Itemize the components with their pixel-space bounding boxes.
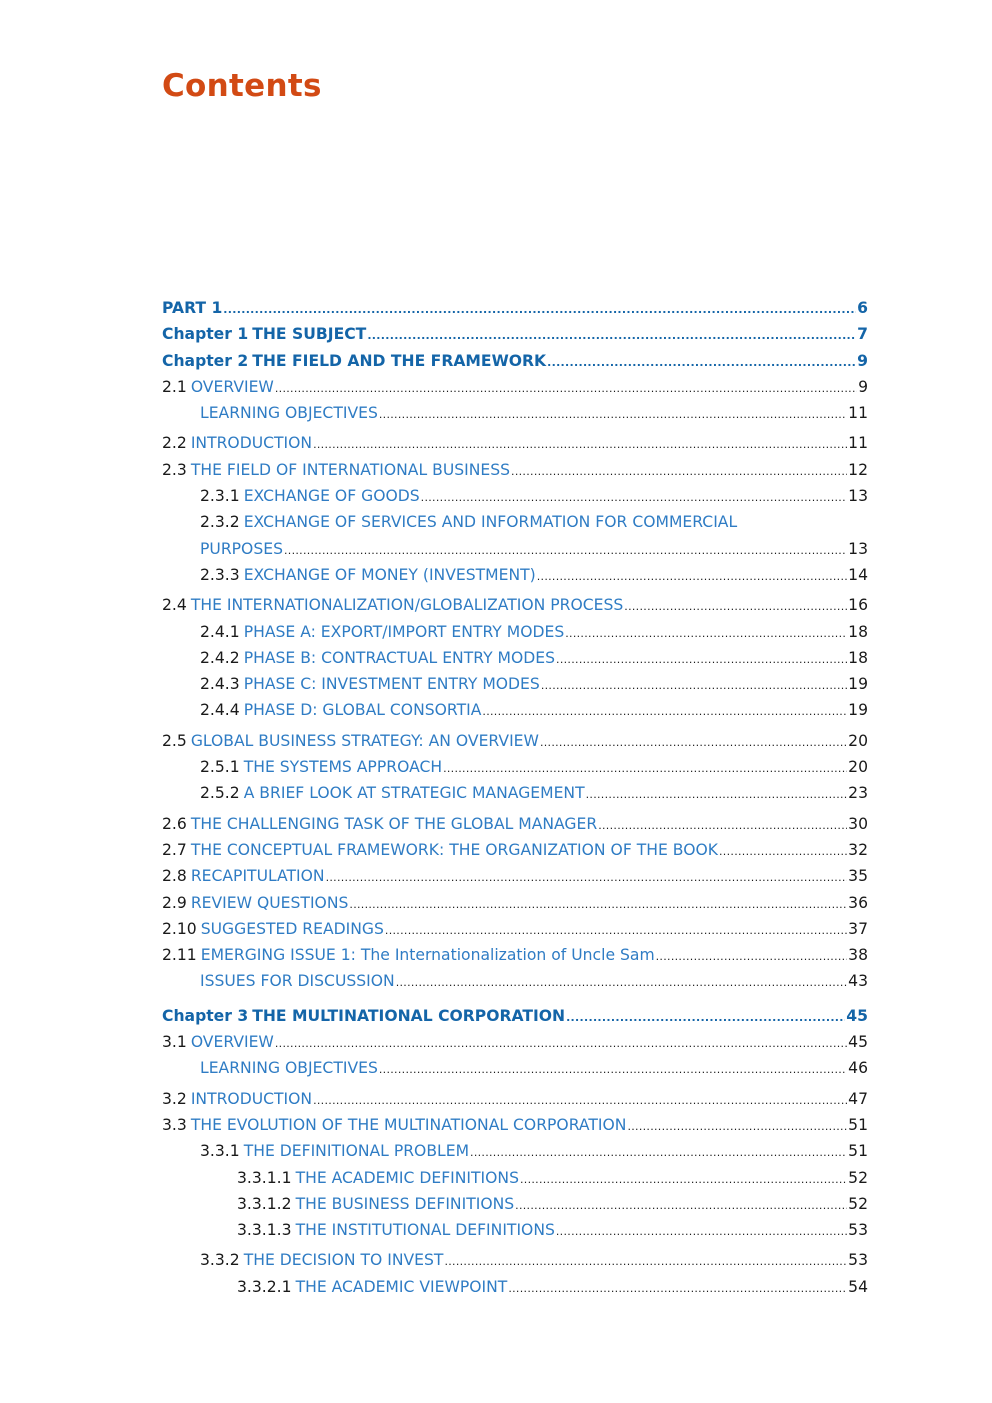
toc-dot-leader — [482, 701, 847, 719]
toc-entry[interactable] — [162, 1278, 868, 1304]
toc-dot-leader — [326, 867, 848, 885]
toc-entry[interactable] — [162, 596, 868, 622]
toc-entry-title: PHASE A: EXPORT/IMPORT ENTRY MODES — [243, 622, 565, 641]
table-of-contents — [162, 299, 868, 1304]
toc-entry-page: 20 — [848, 731, 868, 750]
toc-entry-number: 2.6 — [162, 814, 187, 833]
page-title: Contents — [162, 68, 322, 104]
toc-dot-leader — [379, 404, 847, 422]
toc-entry-page: 16 — [848, 596, 868, 615]
toc-entry-title: THE EVOLUTION OF THE MULTINATIONAL CORPORATION — [190, 1115, 627, 1134]
toc-entry[interactable] — [162, 378, 868, 404]
toc-entry[interactable] — [162, 675, 868, 701]
toc-entry-number: 2.3.1 — [200, 487, 240, 506]
toc-entry[interactable] — [162, 894, 868, 920]
toc-entry-title: THE ACADEMIC VIEWPOINT — [295, 1277, 508, 1296]
toc-entry-page: 13 — [848, 487, 868, 506]
toc-entry[interactable] — [162, 513, 868, 539]
toc-dot-leader — [627, 1116, 847, 1134]
toc-entry-title: INTRODUCTION — [190, 1089, 313, 1108]
toc-dot-leader — [313, 1090, 847, 1108]
toc-dot-leader — [284, 540, 847, 558]
toc-entry-title-continued: PURPOSES — [200, 539, 283, 558]
toc-entry-page: 7 — [857, 325, 868, 344]
toc-entry[interactable] — [162, 1090, 868, 1116]
toc-entry-page: 53 — [848, 1251, 868, 1270]
toc-entry-title: EXCHANGE OF MONEY (INVESTMENT) — [243, 565, 536, 584]
toc-entry[interactable] — [162, 487, 868, 513]
toc-entry[interactable] — [162, 299, 868, 325]
toc-entry[interactable] — [162, 946, 868, 972]
toc-dot-leader — [223, 299, 856, 317]
toc-entry-title: EMERGING ISSUE 1: The Internationalization of Uncle Sam — [200, 946, 655, 965]
toc-entry-page: 38 — [848, 946, 868, 965]
toc-entry-page: 45 — [846, 1006, 868, 1025]
toc-entry[interactable] — [162, 325, 868, 351]
toc-dot-leader — [444, 1251, 847, 1269]
toc-entry-number: 3.3.1.2 — [237, 1194, 292, 1213]
toc-entry[interactable] — [162, 701, 868, 727]
toc-entry-page: 11 — [848, 404, 868, 423]
toc-entry-number: 2.5.1 — [200, 758, 240, 777]
toc-entry-number: 3.3.1 — [200, 1142, 240, 1161]
toc-dot-leader — [540, 732, 847, 750]
toc-entry[interactable] — [162, 920, 868, 946]
toc-dot-leader — [556, 649, 847, 667]
toc-entry-title: THE INSTITUTIONAL DEFINITIONS — [295, 1221, 555, 1240]
toc-entry-page: 19 — [848, 675, 868, 694]
toc-entry[interactable] — [162, 841, 868, 867]
toc-entry[interactable] — [162, 1142, 868, 1168]
toc-entry[interactable] — [162, 1007, 868, 1033]
toc-entry[interactable] — [162, 434, 868, 460]
toc-entry-title: THE CONCEPTUAL FRAMEWORK: THE ORGANIZATION OF THE BOOK — [190, 840, 719, 859]
toc-entry-number: 2.4.1 — [200, 622, 240, 641]
toc-entry-page: 9 — [858, 377, 868, 396]
toc-entry-title: PART 1 — [162, 299, 223, 317]
toc-entry-number: 2.11 — [162, 946, 197, 965]
toc-entry-page: 53 — [848, 1221, 868, 1240]
toc-entry-number: 2.10 — [162, 919, 197, 938]
toc-dot-leader — [719, 841, 847, 859]
toc-entry-page: 11 — [848, 434, 868, 453]
toc-entry-page: 45 — [848, 1033, 868, 1052]
toc-entry-number: 3.1 — [162, 1033, 187, 1052]
toc-entry-title: THE DEFINITIONAL PROBLEM — [243, 1142, 470, 1161]
toc-entry-page: 9 — [857, 351, 868, 370]
toc-entry[interactable] — [162, 758, 868, 784]
toc-entry-number: 3.3.2 — [200, 1251, 240, 1270]
toc-dot-leader — [656, 946, 848, 964]
toc-entry-page: 12 — [848, 460, 868, 479]
toc-entry-title: THE SYSTEMS APPROACH — [243, 758, 443, 777]
toc-dot-leader — [470, 1142, 847, 1160]
toc-entry[interactable] — [162, 566, 868, 592]
toc-entry-title: THE DECISION TO INVEST — [243, 1251, 444, 1270]
toc-entry[interactable] — [162, 1251, 868, 1277]
toc-dot-leader — [520, 1169, 847, 1187]
toc-dot-leader — [275, 1033, 847, 1051]
toc-entry-page: 54 — [848, 1277, 868, 1296]
toc-dot-leader — [511, 461, 847, 479]
toc-entry-page: 6 — [857, 299, 868, 317]
toc-entry-page: 52 — [848, 1194, 868, 1213]
toc-dot-leader — [275, 378, 857, 396]
toc-entry-page: 37 — [848, 919, 868, 938]
toc-dot-leader — [515, 1195, 847, 1213]
toc-entry-number: 3.3.1.3 — [237, 1221, 292, 1240]
toc-entry-title: LEARNING OBJECTIVES — [200, 404, 378, 423]
toc-entry-title: EXCHANGE OF SERVICES AND INFORMATION FOR COMMERCIAL — [243, 513, 738, 532]
toc-dot-leader — [598, 815, 847, 833]
toc-entry-page: 43 — [848, 972, 868, 991]
toc-entry-number: Chapter 2 — [162, 351, 249, 370]
toc-entry[interactable] — [162, 1195, 868, 1221]
toc-entry-page: 52 — [848, 1168, 868, 1187]
toc-dot-leader — [624, 596, 847, 614]
toc-entry-title: INTRODUCTION — [190, 434, 313, 453]
toc-entry[interactable] — [162, 867, 868, 893]
toc-entry-title: GLOBAL BUSINESS STRATEGY: AN OVERVIEW — [190, 731, 539, 750]
toc-entry-title: PHASE D: GLOBAL CONSORTIA — [243, 701, 482, 720]
toc-entry-title: THE FIELD OF INTERNATIONAL BUSINESS — [190, 460, 511, 479]
toc-entry-page: 35 — [848, 867, 868, 886]
toc-dot-leader — [443, 758, 847, 776]
toc-entry-number: 2.1 — [162, 377, 187, 396]
toc-entry-number: 2.4.3 — [200, 675, 240, 694]
toc-entry-number: 3.3.1.1 — [237, 1168, 292, 1187]
toc-entry[interactable] — [162, 1059, 868, 1085]
toc-entry-page: 18 — [848, 648, 868, 667]
toc-entry-number: 2.5 — [162, 731, 187, 750]
toc-entry-title: THE BUSINESS DEFINITIONS — [295, 1194, 515, 1213]
toc-entry-number: 2.4.2 — [200, 648, 240, 667]
toc-entry-title: THE INTERNATIONALIZATION/GLOBALIZATION PROCESS — [190, 596, 624, 615]
toc-entry[interactable] — [162, 649, 868, 675]
toc-dot-leader — [541, 675, 847, 693]
toc-entry-page: 13 — [848, 539, 868, 558]
toc-entry[interactable] — [162, 732, 868, 758]
toc-dot-leader — [586, 784, 848, 802]
toc-dot-leader — [566, 1007, 845, 1025]
toc-entry-title: THE CHALLENGING TASK OF THE GLOBAL MANAGER — [190, 814, 598, 833]
toc-entry-title: SUGGESTED READINGS — [200, 919, 384, 938]
toc-entry-page: 51 — [848, 1115, 868, 1134]
toc-entry-title: PHASE C: INVESTMENT ENTRY MODES — [243, 675, 540, 694]
toc-entry-number: 2.7 — [162, 840, 187, 859]
toc-entry-title: EXCHANGE OF GOODS — [243, 487, 420, 506]
toc-entry-number: Chapter 1 — [162, 325, 249, 344]
toc-entry-page: 14 — [848, 565, 868, 584]
toc-dot-leader — [421, 487, 847, 505]
toc-entry-title: THE FIELD AND THE FRAMEWORK — [252, 351, 547, 370]
toc-entry[interactable] — [162, 1033, 868, 1059]
toc-entry[interactable] — [162, 1116, 868, 1142]
toc-entry-number: 3.3 — [162, 1115, 187, 1134]
toc-entry-page: 30 — [848, 814, 868, 833]
toc-entry-number: 2.9 — [162, 893, 187, 912]
toc-entry-page: 18 — [848, 622, 868, 641]
toc-entry-title: REVIEW QUESTIONS — [190, 893, 349, 912]
toc-entry-title: ISSUES FOR DISCUSSION — [200, 972, 395, 991]
toc-entry-number: 2.3.3 — [200, 565, 240, 584]
toc-entry[interactable] — [162, 1221, 868, 1247]
toc-entry[interactable] — [162, 404, 868, 430]
toc-entry-page: 46 — [848, 1059, 868, 1078]
toc-entry-title: PHASE B: CONTRACTUAL ENTRY MODES — [243, 648, 556, 667]
toc-dot-leader — [379, 1059, 847, 1077]
toc-entry-title: THE SUBJECT — [252, 325, 367, 344]
toc-dot-leader — [508, 1278, 847, 1296]
toc-entry[interactable] — [162, 352, 868, 378]
toc-dot-leader — [547, 352, 856, 370]
toc-entry-number: 2.8 — [162, 867, 187, 886]
toc-dot-leader — [565, 623, 847, 641]
toc-entry-number: 2.2 — [162, 434, 187, 453]
toc-dot-leader — [556, 1221, 847, 1239]
toc-entry-page: 51 — [848, 1142, 868, 1161]
toc-entry-page: 32 — [848, 840, 868, 859]
toc-entry-page: 19 — [848, 701, 868, 720]
toc-entry[interactable] — [162, 972, 868, 998]
toc-dot-leader — [367, 325, 856, 343]
toc-entry-number: Chapter 3 — [162, 1006, 249, 1025]
toc-entry-title: THE ACADEMIC DEFINITIONS — [295, 1168, 519, 1187]
toc-entry-number: 3.2 — [162, 1089, 187, 1108]
toc-entry-number: 3.3.2.1 — [237, 1277, 292, 1296]
toc-entry-title: THE MULTINATIONAL CORPORATION — [252, 1006, 566, 1025]
toc-entry[interactable] — [162, 623, 868, 649]
toc-entry-title: LEARNING OBJECTIVES — [200, 1059, 378, 1078]
toc-entry-number: 2.4 — [162, 596, 187, 615]
toc-entry[interactable] — [162, 1169, 868, 1195]
toc-entry-number: 2.5.2 — [200, 784, 240, 803]
toc-dot-leader — [313, 434, 847, 452]
toc-entry-number: 2.3.2 — [200, 513, 240, 532]
toc-dot-leader — [396, 972, 847, 990]
toc-entry-page: 20 — [848, 758, 868, 777]
toc-entry-title: RECAPITULATION — [190, 867, 325, 886]
toc-dot-leader — [349, 894, 847, 912]
toc-entry-title: OVERVIEW — [190, 1033, 274, 1052]
toc-entry-continuation[interactable] — [162, 540, 868, 566]
toc-entry-title: OVERVIEW — [190, 377, 274, 396]
toc-dot-leader — [537, 566, 847, 584]
toc-entry-title: A BRIEF LOOK AT STRATEGIC MANAGEMENT — [243, 784, 585, 803]
toc-entry[interactable] — [162, 461, 868, 487]
toc-dot-leader — [385, 920, 847, 938]
toc-entry[interactable] — [162, 815, 868, 841]
toc-entry-number: 2.4.4 — [200, 701, 240, 720]
toc-entry-page: 36 — [848, 893, 868, 912]
toc-entry-page: 47 — [848, 1089, 868, 1108]
toc-entry-page: 23 — [848, 784, 868, 803]
toc-entry-number: 2.3 — [162, 460, 187, 479]
toc-entry[interactable] — [162, 784, 868, 810]
